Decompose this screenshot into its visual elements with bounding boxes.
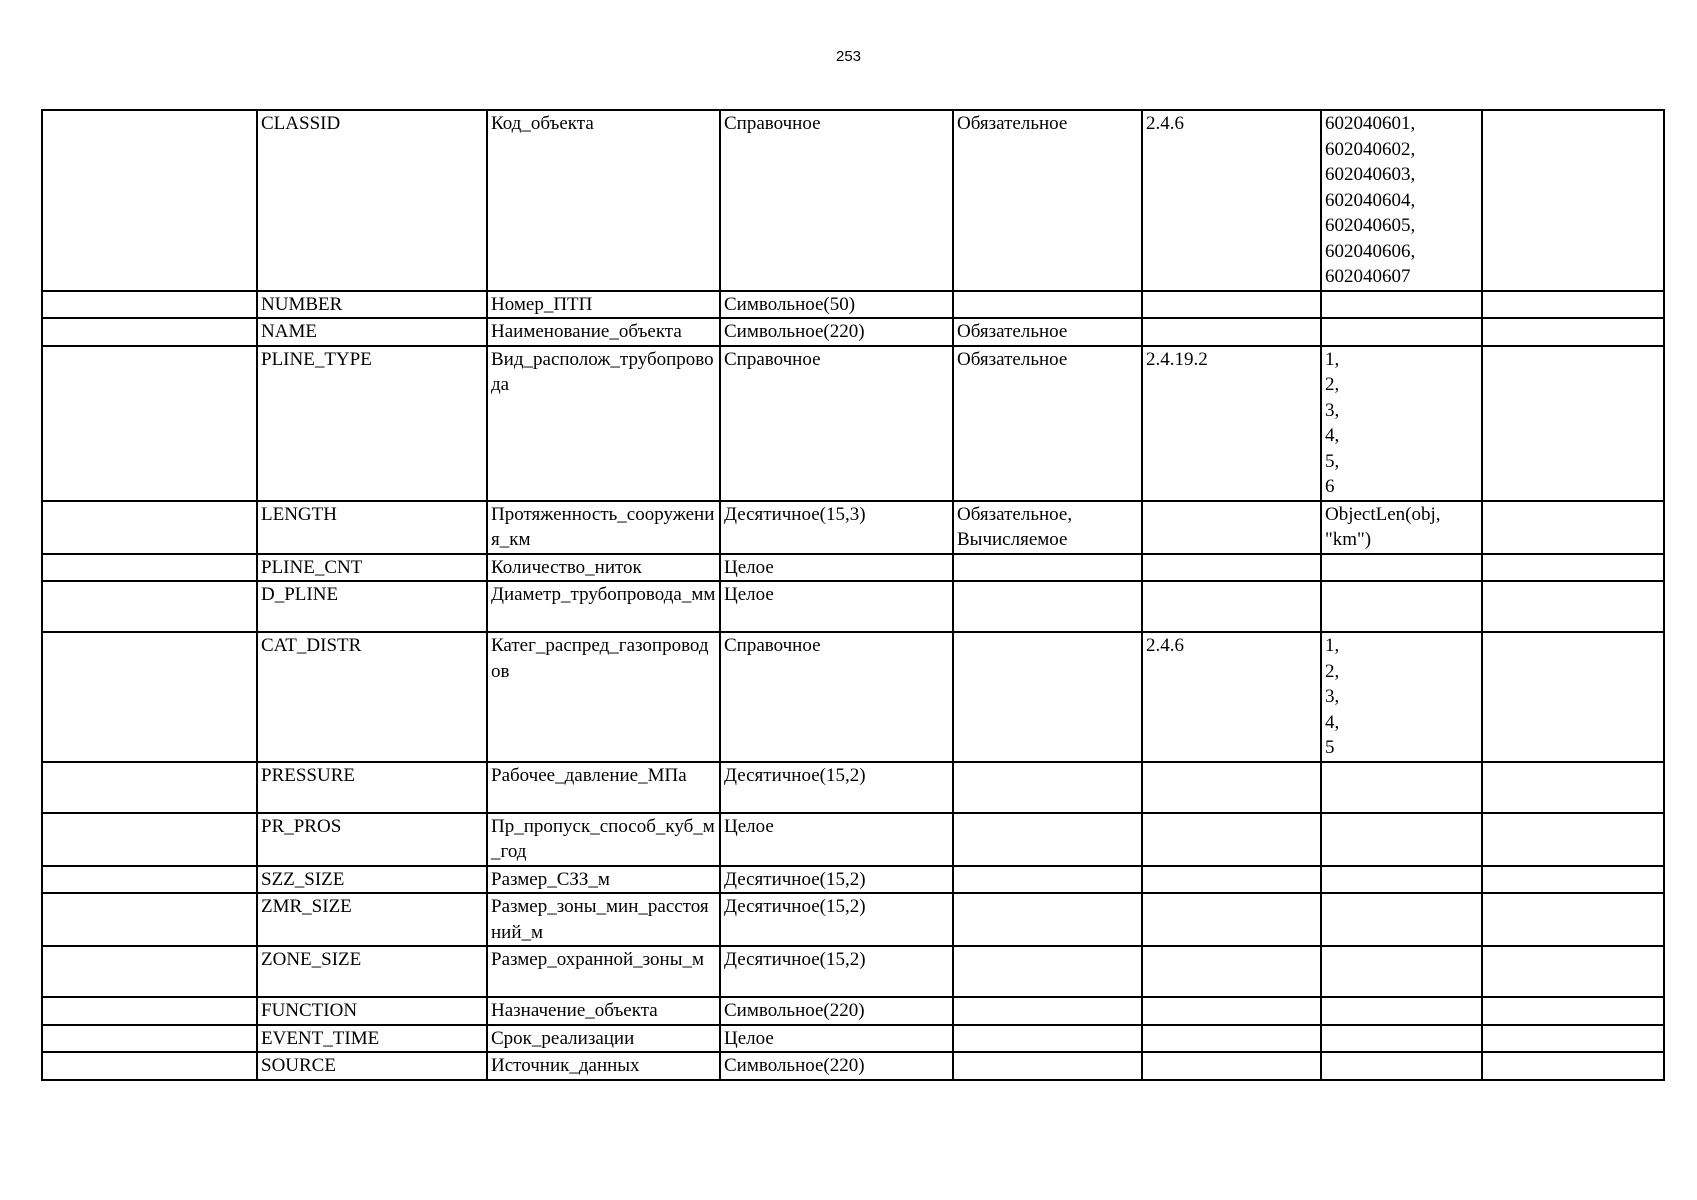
- empty-cell: [1482, 501, 1664, 554]
- field-required-cell: [953, 997, 1142, 1025]
- empty-cell: [42, 997, 257, 1025]
- table-row: [42, 893, 1664, 946]
- field-values-cell: [1321, 866, 1482, 894]
- empty-cell: [42, 866, 257, 894]
- field-alias-cell: Источник_данных: [487, 1052, 720, 1080]
- field-name-cell: LENGTH: [257, 501, 487, 554]
- field-name-cell: PR_PROS: [257, 813, 487, 866]
- field-required-cell: [953, 1052, 1142, 1080]
- field-ref-cell: [1142, 318, 1321, 346]
- empty-cell: [1482, 1025, 1664, 1053]
- field-ref-cell: [1142, 866, 1321, 894]
- field-values-cell: [1321, 946, 1482, 997]
- table-row: [42, 762, 1664, 813]
- field-name-cell: CLASSID: [257, 110, 487, 291]
- table-row: [42, 501, 1664, 554]
- field-required-cell: [953, 762, 1142, 813]
- table-body: [42, 110, 1664, 1080]
- field-values-cell: [1321, 554, 1482, 582]
- field-ref-cell: [1142, 893, 1321, 946]
- table-row: [42, 813, 1664, 866]
- field-type-cell: Десятичное(15,3): [720, 501, 953, 554]
- field-ref-cell: [1142, 813, 1321, 866]
- field-ref-cell: [1142, 291, 1321, 319]
- field-values-cell: [1321, 581, 1482, 632]
- table-row: [42, 866, 1664, 894]
- empty-cell: [1482, 110, 1664, 291]
- field-values-cell: 1, 2, 3, 4, 5, 6: [1321, 346, 1482, 501]
- empty-cell: [1482, 946, 1664, 997]
- field-alias-cell: Назначение_объекта: [487, 997, 720, 1025]
- field-values-cell: [1321, 318, 1482, 346]
- field-alias-cell: Размер_зоны_мин_расстояний_м: [487, 893, 720, 946]
- field-name-cell: NUMBER: [257, 291, 487, 319]
- field-name-cell: PRESSURE: [257, 762, 487, 813]
- table-row: [42, 291, 1664, 319]
- field-required-cell: [953, 1025, 1142, 1053]
- empty-cell: [42, 501, 257, 554]
- table-row: [42, 554, 1664, 582]
- empty-cell: [42, 946, 257, 997]
- field-type-cell: Целое: [720, 1025, 953, 1053]
- table-row: [42, 346, 1664, 501]
- empty-cell: [1482, 581, 1664, 632]
- page-number: 253: [835, 48, 862, 65]
- empty-cell: [42, 291, 257, 319]
- empty-cell: [1482, 893, 1664, 946]
- field-values-cell: 1, 2, 3, 4, 5: [1321, 632, 1482, 762]
- field-alias-cell: Диаметр_трубопровода_мм: [487, 581, 720, 632]
- empty-cell: [42, 1025, 257, 1053]
- field-alias-cell: Код_объекта: [487, 110, 720, 291]
- field-values-cell: [1321, 893, 1482, 946]
- field-alias-cell: Размер_СЗЗ_м: [487, 866, 720, 894]
- empty-cell: [1482, 1052, 1664, 1080]
- field-alias-cell: Номер_ПТП: [487, 291, 720, 319]
- field-required-cell: [953, 893, 1142, 946]
- field-ref-cell: [1142, 581, 1321, 632]
- field-type-cell: Целое: [720, 581, 953, 632]
- empty-cell: [42, 632, 257, 762]
- field-type-cell: Десятичное(15,2): [720, 866, 953, 894]
- field-required-cell: [953, 946, 1142, 997]
- empty-cell: [42, 1052, 257, 1080]
- empty-cell: [42, 318, 257, 346]
- field-type-cell: Десятичное(15,2): [720, 946, 953, 997]
- field-values-cell: ObjectLen(obj, "km"): [1321, 501, 1482, 554]
- empty-cell: [1482, 346, 1664, 501]
- field-ref-cell: [1142, 1052, 1321, 1080]
- field-type-cell: Справочное: [720, 110, 953, 291]
- table-row: [42, 318, 1664, 346]
- field-ref-cell: [1142, 554, 1321, 582]
- empty-cell: [42, 813, 257, 866]
- table-row: [42, 1052, 1664, 1080]
- field-values-cell: [1321, 997, 1482, 1025]
- empty-cell: [1482, 318, 1664, 346]
- table-row: [42, 997, 1664, 1025]
- field-ref-cell: [1142, 946, 1321, 997]
- field-values-cell: [1321, 762, 1482, 813]
- field-type-cell: Символьное(50): [720, 291, 953, 319]
- empty-cell: [1482, 554, 1664, 582]
- field-ref-cell: [1142, 762, 1321, 813]
- field-name-cell: FUNCTION: [257, 997, 487, 1025]
- field-required-cell: Обязательное: [953, 318, 1142, 346]
- field-alias-cell: Срок_реализации: [487, 1025, 720, 1053]
- field-required-cell: Обязательное: [953, 346, 1142, 501]
- empty-cell: [1482, 291, 1664, 319]
- field-alias-cell: Вид_располож_трубопровода: [487, 346, 720, 501]
- field-ref-cell: [1142, 1025, 1321, 1053]
- field-alias-cell: Катег_распред_газопроводов: [487, 632, 720, 762]
- field-name-cell: PLINE_CNT: [257, 554, 487, 582]
- field-name-cell: D_PLINE: [257, 581, 487, 632]
- field-alias-cell: Наименование_объекта: [487, 318, 720, 346]
- field-ref-cell: 2.4.6: [1142, 110, 1321, 291]
- field-required-cell: Обязательное: [953, 110, 1142, 291]
- table-row: [42, 946, 1664, 997]
- table-row: [42, 581, 1664, 632]
- field-values-cell: [1321, 291, 1482, 319]
- empty-cell: [42, 110, 257, 291]
- empty-cell: [1482, 813, 1664, 866]
- field-ref-cell: [1142, 501, 1321, 554]
- field-name-cell: SZZ_SIZE: [257, 866, 487, 894]
- field-type-cell: Целое: [720, 813, 953, 866]
- field-type-cell: Целое: [720, 554, 953, 582]
- field-alias-cell: Пр_пропуск_способ_куб_м_год: [487, 813, 720, 866]
- empty-cell: [42, 554, 257, 582]
- field-type-cell: Символьное(220): [720, 997, 953, 1025]
- table-row: [42, 1025, 1664, 1053]
- field-required-cell: [953, 632, 1142, 762]
- attribute-table: [41, 109, 1665, 1081]
- field-name-cell: SOURCE: [257, 1052, 487, 1080]
- field-name-cell: ZMR_SIZE: [257, 893, 487, 946]
- empty-cell: [42, 346, 257, 501]
- field-required-cell: [953, 554, 1142, 582]
- field-type-cell: Символьное(220): [720, 1052, 953, 1080]
- field-required-cell: Обязательное, Вычисляемое: [953, 501, 1142, 554]
- field-ref-cell: 2.4.19.2: [1142, 346, 1321, 501]
- field-values-cell: [1321, 813, 1482, 866]
- field-required-cell: [953, 813, 1142, 866]
- field-ref-cell: [1142, 997, 1321, 1025]
- field-type-cell: Символьное(220): [720, 318, 953, 346]
- field-type-cell: Справочное: [720, 632, 953, 762]
- field-name-cell: NAME: [257, 318, 487, 346]
- field-alias-cell: Размер_охранной_зоны_м: [487, 946, 720, 997]
- field-alias-cell: Рабочее_давление_МПа: [487, 762, 720, 813]
- field-type-cell: Десятичное(15,2): [720, 762, 953, 813]
- field-type-cell: Десятичное(15,2): [720, 893, 953, 946]
- field-required-cell: [953, 866, 1142, 894]
- field-required-cell: [953, 291, 1142, 319]
- field-values-cell: [1321, 1025, 1482, 1053]
- empty-cell: [42, 893, 257, 946]
- field-name-cell: ZONE_SIZE: [257, 946, 487, 997]
- field-values-cell: 602040601, 602040602, 602040603, 602040604, 602040605, 602040606, 602040607: [1321, 110, 1482, 291]
- empty-cell: [1482, 762, 1664, 813]
- field-type-cell: Справочное: [720, 346, 953, 501]
- empty-cell: [42, 762, 257, 813]
- empty-cell: [1482, 866, 1664, 894]
- field-alias-cell: Протяженность_сооружения_км: [487, 501, 720, 554]
- field-alias-cell: Количество_ниток: [487, 554, 720, 582]
- field-ref-cell: 2.4.6: [1142, 632, 1321, 762]
- empty-cell: [42, 581, 257, 632]
- table-row: [42, 110, 1664, 291]
- empty-cell: [1482, 997, 1664, 1025]
- field-name-cell: EVENT_TIME: [257, 1025, 487, 1053]
- field-name-cell: PLINE_TYPE: [257, 346, 487, 501]
- field-name-cell: CAT_DISTR: [257, 632, 487, 762]
- field-values-cell: [1321, 1052, 1482, 1080]
- field-required-cell: [953, 581, 1142, 632]
- table-row: [42, 632, 1664, 762]
- empty-cell: [1482, 632, 1664, 762]
